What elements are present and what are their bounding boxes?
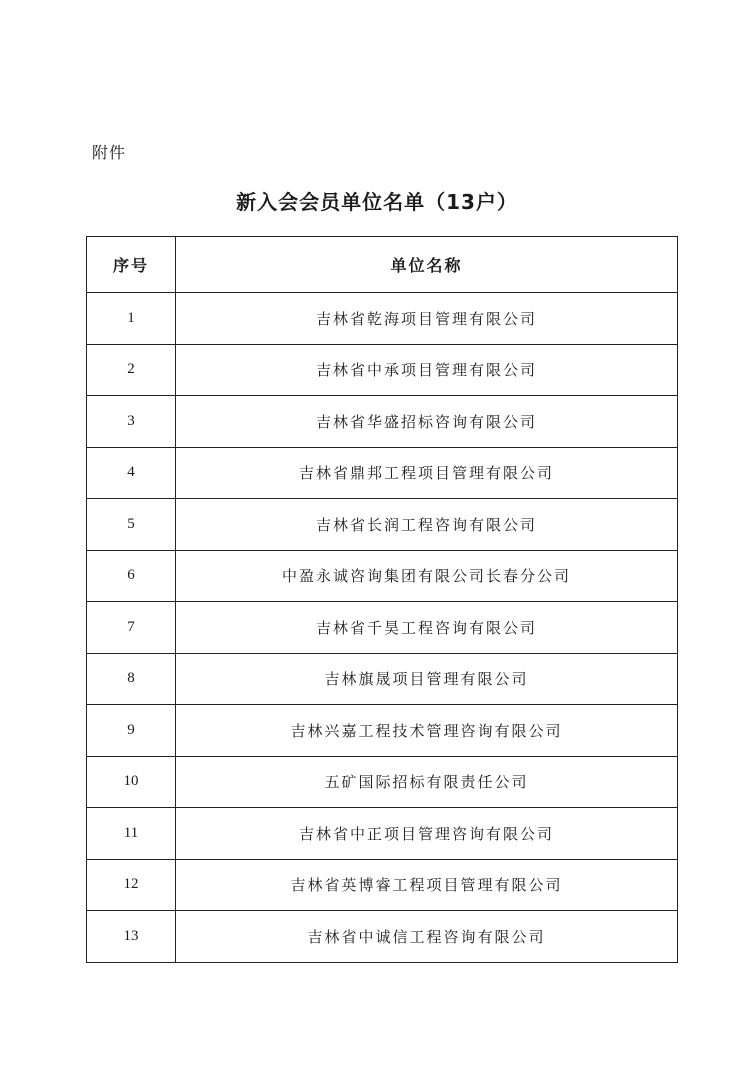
row-name: 吉林旗晟项目管理有限公司 xyxy=(176,653,678,705)
row-number: 2 xyxy=(87,344,176,396)
row-number: 6 xyxy=(87,550,176,602)
table-row xyxy=(87,705,678,757)
row-name: 中盈永诚咨询集团有限公司长春分公司 xyxy=(176,550,678,602)
row-name: 吉林省长润工程咨询有限公司 xyxy=(176,499,678,551)
row-number: 7 xyxy=(87,602,176,654)
table-row xyxy=(87,911,678,963)
row-name: 吉林省千昊工程咨询有限公司 xyxy=(176,602,678,654)
table-row xyxy=(87,602,678,654)
table-row xyxy=(87,447,678,499)
table-row xyxy=(87,756,678,808)
row-number: 4 xyxy=(87,447,176,499)
row-name: 吉林省英博睿工程项目管理有限公司 xyxy=(176,859,678,911)
table-row xyxy=(87,859,678,911)
row-name: 吉林省中正项目管理咨询有限公司 xyxy=(176,808,678,860)
row-number: 5 xyxy=(87,499,176,551)
document-title: 新入会会员单位名单（13户） xyxy=(236,190,518,214)
member-table xyxy=(86,236,678,963)
row-number: 9 xyxy=(87,705,176,757)
row-name: 吉林省鼎邦工程项目管理有限公司 xyxy=(176,447,678,499)
row-number: 8 xyxy=(87,653,176,705)
row-number: 1 xyxy=(87,293,176,345)
row-name: 吉林省中诚信工程咨询有限公司 xyxy=(176,911,678,963)
row-number: 12 xyxy=(87,859,176,911)
row-name: 吉林省乾海项目管理有限公司 xyxy=(176,293,678,345)
column-header-name: 单位名称 xyxy=(176,237,678,293)
column-header-number: 序号 xyxy=(87,237,176,293)
table-row xyxy=(87,653,678,705)
table-header-row xyxy=(87,237,678,293)
table-row xyxy=(87,396,678,448)
row-name: 五矿国际招标有限责任公司 xyxy=(176,756,678,808)
table-row xyxy=(87,808,678,860)
table-row xyxy=(87,293,678,345)
row-number: 13 xyxy=(87,911,176,963)
row-number: 3 xyxy=(87,396,176,448)
row-number: 10 xyxy=(87,756,176,808)
row-name: 吉林省华盛招标咨询有限公司 xyxy=(176,396,678,448)
row-name: 吉林省中承项目管理有限公司 xyxy=(176,344,678,396)
table-row xyxy=(87,550,678,602)
table-row xyxy=(87,344,678,396)
row-number: 11 xyxy=(87,808,176,860)
row-name: 吉林兴嘉工程技术管理咨询有限公司 xyxy=(176,705,678,757)
table-row xyxy=(87,499,678,551)
attachment-label: 附件 xyxy=(92,143,127,162)
